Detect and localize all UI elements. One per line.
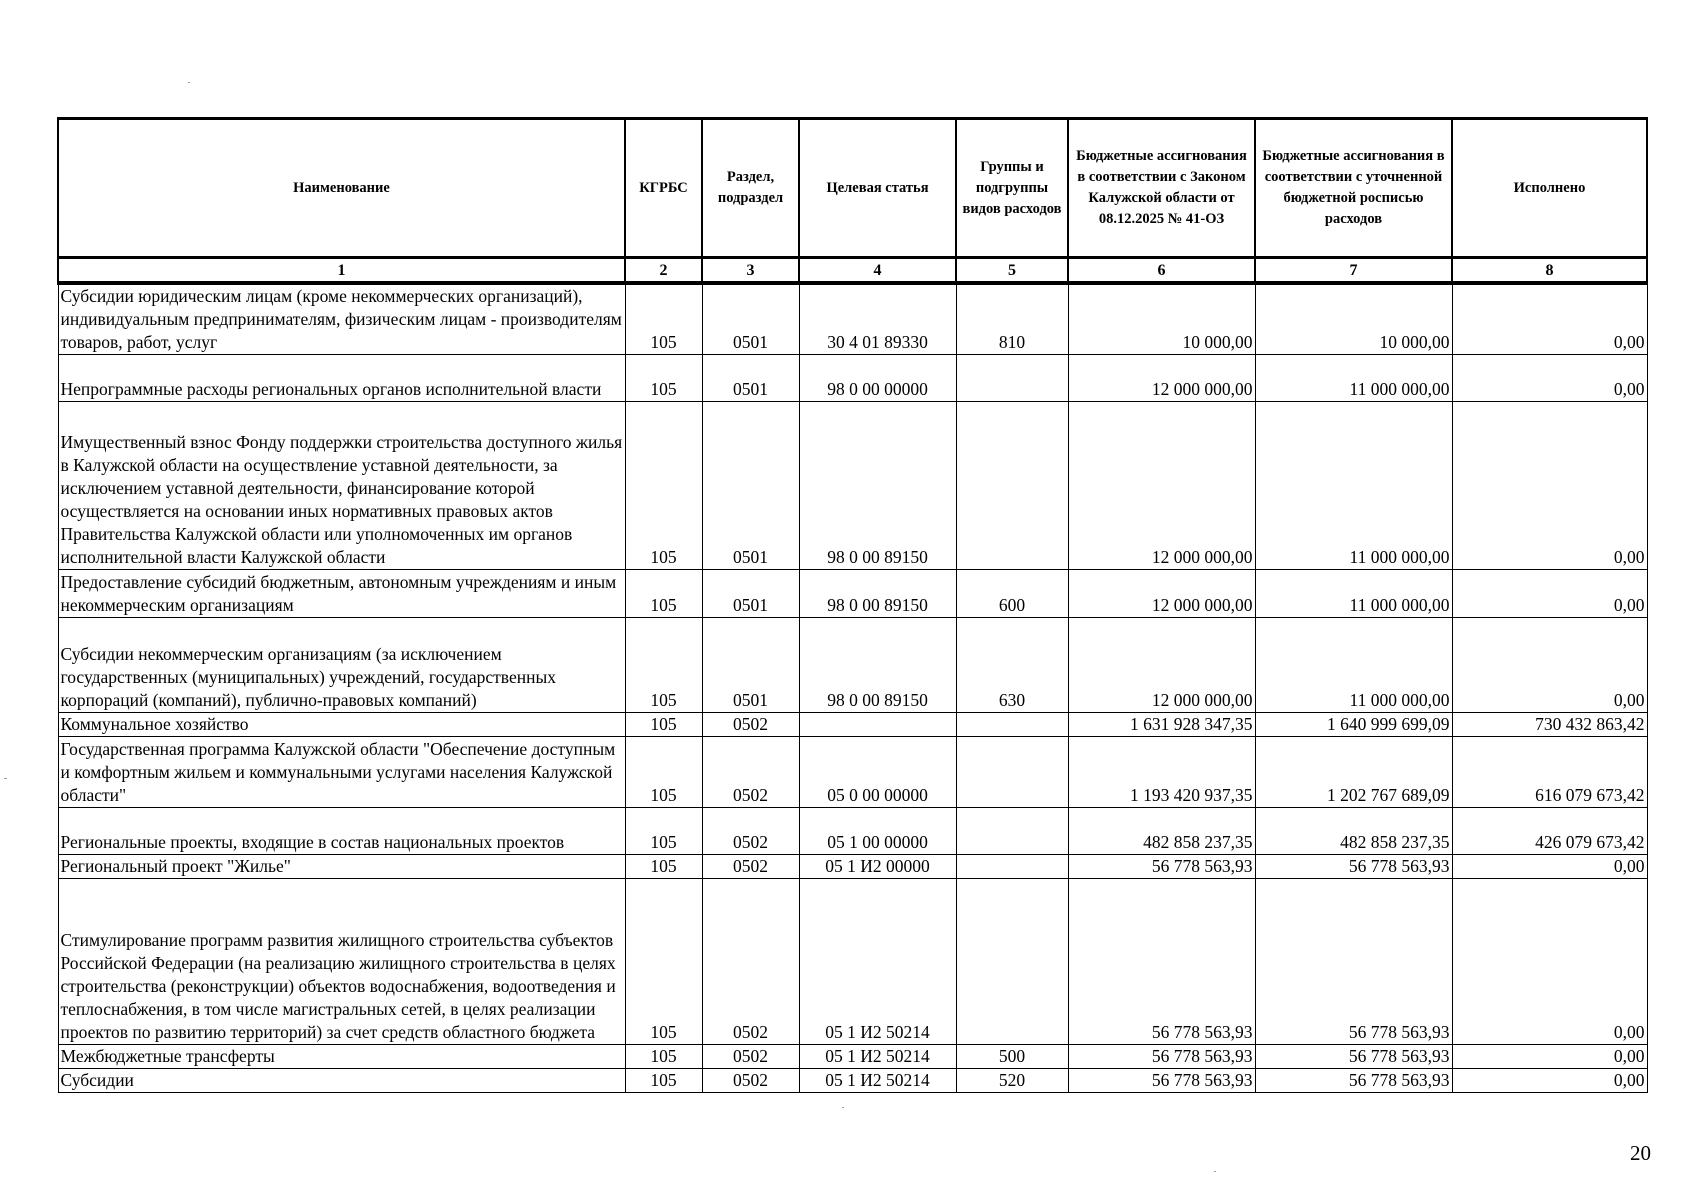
row-utoch: 56 778 563,93 (1255, 1069, 1452, 1093)
column-number: 3 (702, 258, 799, 284)
row-vid (956, 879, 1068, 1045)
row-name: Непрограммные расходы региональных органов исполнительной власти (58, 355, 625, 402)
scan-speck (188, 82, 190, 83)
row-vid: 500 (956, 1045, 1068, 1069)
row-celevaya: 98 0 00 89150 (799, 402, 956, 570)
row-utoch: 482 858 237,35 (1255, 808, 1452, 855)
row-razdel: 0502 (702, 737, 799, 808)
row-utoch: 56 778 563,93 (1255, 1045, 1452, 1069)
header-law-allocations: Бюджетные ассигнования в соответствии с Законом Калужской области от 08.12.2025 № 41-ОЗ (1068, 119, 1255, 258)
row-law: 12 000 000,00 (1068, 618, 1255, 713)
row-kgrbs: 105 (625, 737, 702, 808)
row-razdel: 0502 (702, 1069, 799, 1093)
row-utoch: 1 202 767 689,09 (1255, 737, 1452, 808)
row-kgrbs: 105 (625, 618, 702, 713)
table-row (58, 570, 1647, 618)
column-number: 4 (799, 258, 956, 284)
row-name: Предоставление субсидий бюджетным, автономным учреждениям и иным некоммерческим организациям (58, 570, 625, 618)
row-utoch: 11 000 000,00 (1255, 618, 1452, 713)
header-refined-allocations: Бюджетные ассигнования в соответствии с уточненной бюджетной росписью расходов (1255, 119, 1452, 258)
row-law: 1 631 928 347,35 (1068, 713, 1255, 737)
row-isp: 0,00 (1452, 879, 1647, 1045)
row-vid (956, 713, 1068, 737)
row-vid (956, 737, 1068, 808)
row-razdel: 0502 (702, 879, 799, 1045)
row-vid: 520 (956, 1069, 1068, 1093)
page-number: 20 (1630, 1141, 1651, 1165)
row-utoch: 56 778 563,93 (1255, 855, 1452, 879)
header-executed: Исполнено (1452, 119, 1647, 258)
row-name: Имущественный взнос Фонду поддержки строительства доступного жилья в Калужской области на осуществление уставной деятельности, за исключением уставной деятельности, финансирование которой осуществляется на основании иных нормативных правовых актов Правительства Калужской области или уполномоченных им органов исполнительной власти Калужской области (58, 402, 625, 570)
row-utoch: 11 000 000,00 (1255, 570, 1452, 618)
row-name: Субсидии (58, 1069, 625, 1093)
row-isp: 0,00 (1452, 855, 1647, 879)
row-celevaya: 98 0 00 89150 (799, 570, 956, 618)
row-kgrbs: 105 (625, 1069, 702, 1093)
row-utoch: 11 000 000,00 (1255, 355, 1452, 402)
header-celevaya-statya: Целевая статья (799, 119, 956, 258)
row-razdel: 0501 (702, 402, 799, 570)
row-vid: 810 (956, 283, 1068, 355)
row-law: 12 000 000,00 (1068, 570, 1255, 618)
row-law: 56 778 563,93 (1068, 879, 1255, 1045)
table-row (58, 402, 1647, 570)
row-isp: 0,00 (1452, 283, 1647, 355)
row-utoch: 11 000 000,00 (1255, 402, 1452, 570)
row-isp: 616 079 673,42 (1452, 737, 1647, 808)
row-celevaya: 05 1 00 00000 (799, 808, 956, 855)
row-vid: 630 (956, 618, 1068, 713)
row-vid: 600 (956, 570, 1068, 618)
row-vid (956, 355, 1068, 402)
row-vid (956, 855, 1068, 879)
row-name: Стимулирование программ развития жилищного строительства субъектов Российской Федерации (на реализацию жилищного строительства в целях строительства (реконструкции) объектов водоснабжения, водоотведения и теплоснабжения, в том числе магистральных сетей, в целях реализации проектов по развитию территорий) за счет средств областного бюджета (58, 879, 625, 1045)
row-celevaya: 98 0 00 89150 (799, 618, 956, 713)
row-utoch: 10 000,00 (1255, 283, 1452, 355)
row-kgrbs: 105 (625, 808, 702, 855)
row-celevaya: 05 1 И2 50214 (799, 1069, 956, 1093)
row-celevaya: 05 1 И2 50214 (799, 879, 956, 1045)
row-law: 56 778 563,93 (1068, 1045, 1255, 1069)
row-celevaya: 05 1 И2 00000 (799, 855, 956, 879)
row-name: Государственная программа Калужской области "Обеспечение доступным и комфортным жильем и коммунальными услугами населения Калужской области" (58, 737, 625, 808)
row-isp: 0,00 (1452, 1045, 1647, 1069)
table-row (58, 618, 1647, 713)
row-isp: 0,00 (1452, 618, 1647, 713)
row-law: 10 000,00 (1068, 283, 1255, 355)
row-law: 482 858 237,35 (1068, 808, 1255, 855)
row-celevaya: 30 4 01 89330 (799, 283, 956, 355)
column-number: 5 (956, 258, 1068, 284)
header-vid-rashodov: Группы и подгруппы видов расходов (956, 119, 1068, 258)
table-row (58, 855, 1647, 879)
row-utoch: 1 640 999 699,09 (1255, 713, 1452, 737)
row-name: Региональный проект "Жилье" (58, 855, 625, 879)
row-kgrbs: 105 (625, 713, 702, 737)
row-razdel: 0501 (702, 570, 799, 618)
row-law: 12 000 000,00 (1068, 355, 1255, 402)
row-isp: 730 432 863,42 (1452, 713, 1647, 737)
row-celevaya: 98 0 00 00000 (799, 355, 956, 402)
row-isp: 0,00 (1452, 1069, 1647, 1093)
table-row (58, 1045, 1647, 1069)
row-razdel: 0501 (702, 355, 799, 402)
row-razdel: 0501 (702, 618, 799, 713)
row-utoch: 56 778 563,93 (1255, 879, 1452, 1045)
row-isp: 0,00 (1452, 355, 1647, 402)
row-razdel: 0502 (702, 713, 799, 737)
row-celevaya: 05 1 И2 50214 (799, 1045, 956, 1069)
row-law: 56 778 563,93 (1068, 1069, 1255, 1093)
table-row (58, 879, 1647, 1045)
row-vid (956, 808, 1068, 855)
table-row (58, 737, 1647, 808)
scan-speck (4, 778, 7, 779)
table-row (58, 1069, 1647, 1093)
row-name: Региональные проекты, входящие в состав национальных проектов (58, 808, 625, 855)
row-name: Субсидии юридическим лицам (кроме некоммерческих организаций), индивидуальным предпринимателям, физическим лицам - производителям товаров, работ, услуг (58, 283, 625, 355)
row-vid (956, 402, 1068, 570)
column-number: 1 (58, 258, 625, 284)
column-number-row (58, 258, 1647, 284)
row-razdel: 0502 (702, 808, 799, 855)
table-row (58, 283, 1647, 355)
row-razdel: 0502 (702, 1045, 799, 1069)
header-kgrbs: КГРБС (625, 119, 702, 258)
row-isp: 426 079 673,42 (1452, 808, 1647, 855)
row-name: Межбюджетные трансферты (58, 1045, 625, 1069)
row-isp: 0,00 (1452, 570, 1647, 618)
row-isp: 0,00 (1452, 402, 1647, 570)
column-number: 8 (1452, 258, 1647, 284)
row-kgrbs: 105 (625, 283, 702, 355)
column-number: 6 (1068, 258, 1255, 284)
row-razdel: 0502 (702, 855, 799, 879)
row-name: Коммунальное хозяйство (58, 713, 625, 737)
table-header-row (58, 119, 1647, 258)
table-row (58, 355, 1647, 402)
table-row (58, 808, 1647, 855)
header-name: Наименование (58, 119, 625, 258)
row-celevaya: 05 0 00 00000 (799, 737, 956, 808)
row-law: 1 193 420 937,35 (1068, 737, 1255, 808)
row-law: 12 000 000,00 (1068, 402, 1255, 570)
column-number: 7 (1255, 258, 1452, 284)
header-razdel: Раздел, подраздел (702, 119, 799, 258)
row-kgrbs: 105 (625, 879, 702, 1045)
table-row (58, 713, 1647, 737)
budget-table (57, 117, 1648, 1093)
row-celevaya (799, 713, 956, 737)
row-kgrbs: 105 (625, 855, 702, 879)
row-kgrbs: 105 (625, 570, 702, 618)
row-name: Субсидии некоммерческим организациям (за исключением государственных (муниципальных) учреждений, государственных корпораций (компаний), публично-правовых компаний) (58, 618, 625, 713)
scan-speck (842, 1107, 844, 1108)
column-number: 2 (625, 258, 702, 284)
row-kgrbs: 105 (625, 1045, 702, 1069)
row-kgrbs: 105 (625, 355, 702, 402)
scan-speck (1214, 1171, 1216, 1172)
row-law: 56 778 563,93 (1068, 855, 1255, 879)
row-kgrbs: 105 (625, 402, 702, 570)
row-razdel: 0501 (702, 283, 799, 355)
